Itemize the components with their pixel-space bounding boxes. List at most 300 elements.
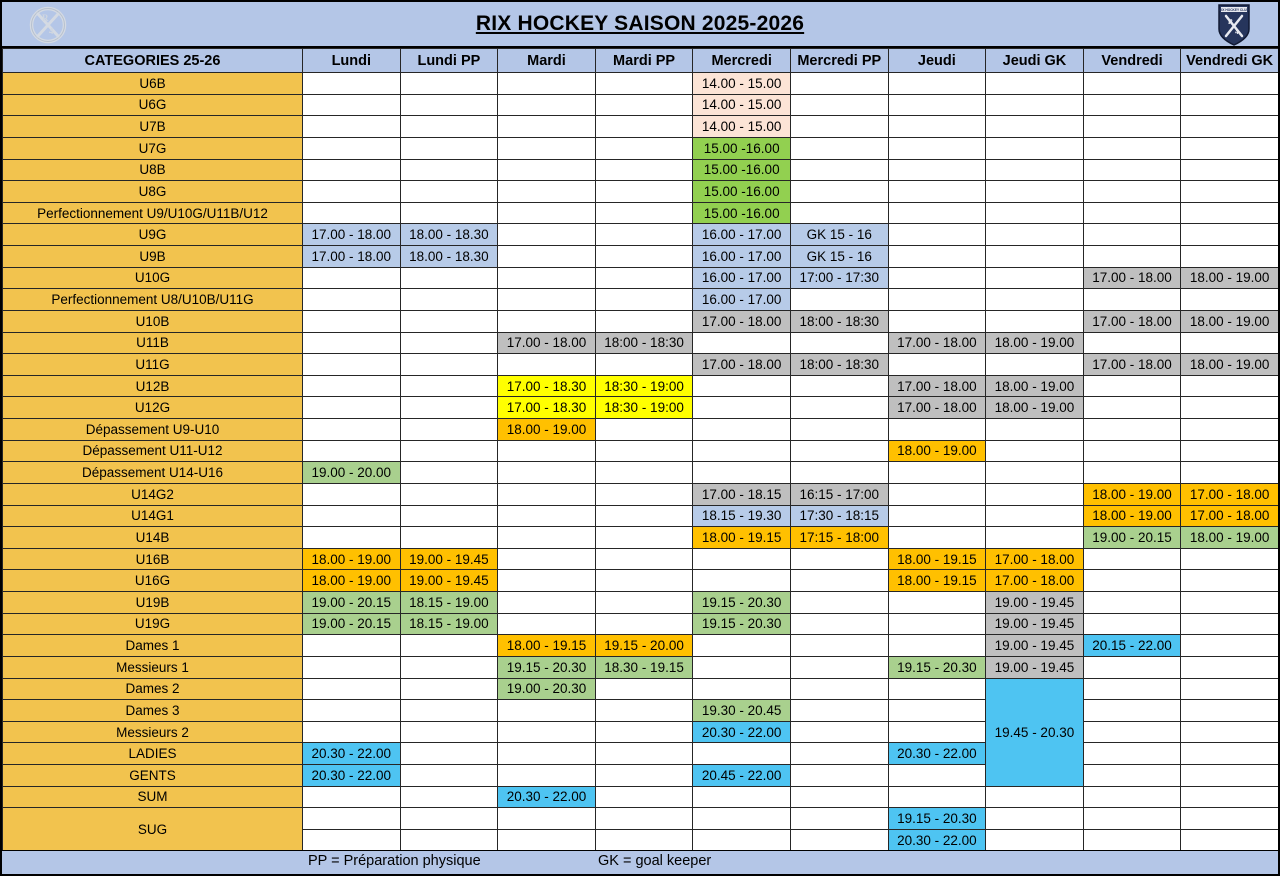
empty-cell [1181,419,1279,441]
empty-cell [303,94,401,116]
empty-cell [790,202,888,224]
schedule-cell: 17.00 - 18.00 [1083,267,1181,289]
table-row [3,505,1279,527]
empty-cell [986,246,1084,268]
empty-cell [400,786,498,808]
table-row [3,700,1279,722]
schedule-cell: 18.00 - 19.00 [986,332,1084,354]
empty-cell [595,462,693,484]
table-row [3,289,1279,311]
empty-cell [693,440,791,462]
empty-cell [693,635,791,657]
empty-cell [303,808,401,830]
empty-cell [303,656,401,678]
schedule-cell: 20.30 - 22.00 [693,721,791,743]
empty-cell [1181,332,1279,354]
empty-cell [790,743,888,765]
empty-cell [303,159,401,181]
schedule-cell: 15.00 -16.00 [693,202,791,224]
category-cell: Dames 2 [3,678,303,700]
empty-cell [303,310,401,332]
table-row [3,656,1279,678]
empty-cell [790,808,888,830]
empty-cell [595,310,693,332]
empty-cell [693,397,791,419]
svg-text:4: 4 [1235,28,1239,36]
empty-cell [888,678,986,700]
table-row [3,419,1279,441]
empty-cell [888,202,986,224]
empty-cell [498,613,596,635]
club-crest-shield-icon [1216,4,1252,46]
empty-cell [1083,73,1181,95]
category-cell: U14G1 [3,505,303,527]
empty-cell [790,570,888,592]
empty-cell [986,267,1084,289]
table-row [3,116,1279,138]
empty-cell [986,462,1084,484]
schedule-cell: 16.00 - 17.00 [693,289,791,311]
empty-cell [400,332,498,354]
empty-cell [888,116,986,138]
empty-cell [498,440,596,462]
schedule-cell: 17.00 - 18.00 [498,332,596,354]
empty-cell [790,548,888,570]
empty-cell [790,592,888,614]
schedule-table [2,48,1279,852]
empty-cell [1083,592,1181,614]
schedule-cell: 19.15 - 20.00 [595,635,693,657]
empty-cell [400,505,498,527]
empty-cell [986,310,1084,332]
empty-cell [986,289,1084,311]
schedule-cell: 17.00 - 18.00 [1083,310,1181,332]
table-row [3,462,1279,484]
empty-cell [693,678,791,700]
empty-cell [790,73,888,95]
schedule-cell: 17:00 - 17:30 [790,267,888,289]
category-cell: SUM [3,786,303,808]
empty-cell [400,354,498,376]
empty-cell [400,635,498,657]
schedule-cell: 15.00 -16.00 [693,159,791,181]
schedule-cell: 18.00 - 19.00 [986,397,1084,419]
empty-cell [303,267,401,289]
day-column-header: Mercredi [693,49,791,73]
empty-cell [303,137,401,159]
empty-cell [595,267,693,289]
empty-cell [1083,462,1181,484]
category-cell: Perfectionnement U8/U10B/U11G [3,289,303,311]
table-row [3,440,1279,462]
table-row [3,310,1279,332]
empty-cell [400,440,498,462]
empty-cell [595,246,693,268]
table-row [3,786,1279,808]
empty-cell [595,73,693,95]
schedule-cell: 19.15 - 20.30 [498,656,596,678]
category-cell: SUG [3,808,303,852]
empty-cell [888,505,986,527]
empty-cell [303,397,401,419]
empty-cell [498,354,596,376]
empty-cell [693,743,791,765]
empty-cell [303,332,401,354]
schedule-cell: 19.15 - 20.30 [693,592,791,614]
empty-cell [986,829,1084,851]
schedule-cell: 18.00 - 19.00 [1181,310,1279,332]
schedule-cell: 18.00 - 19.15 [888,570,986,592]
empty-cell [1181,440,1279,462]
categories-column-header: CATEGORIES 25-26 [3,49,303,73]
empty-cell [986,808,1084,830]
empty-cell [595,224,693,246]
empty-cell [888,137,986,159]
empty-cell [790,397,888,419]
schedule-cell: 18.00 - 19.00 [498,419,596,441]
empty-cell [303,419,401,441]
schedule-cell: 17.00 - 18.00 [1083,354,1181,376]
empty-cell [303,202,401,224]
table-row [3,375,1279,397]
schedule-cell: 18:30 - 19:00 [595,397,693,419]
empty-cell [400,116,498,138]
schedule-cell: 17.00 - 18.30 [498,397,596,419]
empty-cell [888,159,986,181]
schedule-cell: 17.00 - 18.00 [986,548,1084,570]
empty-cell [303,635,401,657]
empty-cell [303,483,401,505]
category-cell: Dépassement U11-U12 [3,440,303,462]
category-cell: U8B [3,159,303,181]
empty-cell [595,527,693,549]
empty-cell [888,73,986,95]
table-row [3,137,1279,159]
table-row [3,202,1279,224]
empty-cell [888,592,986,614]
legend-bar [2,850,1278,874]
schedule-cell: 18:00 - 18:30 [790,354,888,376]
empty-cell [888,527,986,549]
empty-cell [400,397,498,419]
empty-cell [400,829,498,851]
schedule-cell: 19.00 - 19.45 [986,613,1084,635]
empty-cell [790,440,888,462]
empty-cell [498,700,596,722]
table-row [3,635,1279,657]
empty-cell [303,829,401,851]
empty-cell [693,808,791,830]
schedule-cell: 18:30 - 19:00 [595,375,693,397]
empty-cell [498,202,596,224]
empty-cell [693,786,791,808]
schedule-cell: 19.00 - 20.00 [303,462,401,484]
empty-cell [1181,202,1279,224]
schedule-cell: 17:30 - 18:15 [790,505,888,527]
category-cell: U16G [3,570,303,592]
schedule-cell: 18.00 - 19.15 [498,635,596,657]
schedule-cell: 20.30 - 22.00 [303,743,401,765]
empty-cell [303,700,401,722]
empty-cell [1083,397,1181,419]
schedule-cell: 19.00 - 19.45 [400,548,498,570]
empty-cell [693,375,791,397]
schedule-cell: 17.00 - 18.00 [888,375,986,397]
svg-text:R: R [42,13,49,23]
empty-cell [888,289,986,311]
empty-cell [498,721,596,743]
empty-cell [986,94,1084,116]
schedule-cell: 19.30 - 20.45 [693,700,791,722]
empty-cell [1083,116,1181,138]
empty-cell [986,116,1084,138]
day-column-header: Lundi [303,49,401,73]
day-column-header: Lundi PP [400,49,498,73]
table-row [3,743,1279,765]
table-row [3,267,1279,289]
empty-cell [595,202,693,224]
day-column-header: Jeudi GK [986,49,1084,73]
empty-cell [1181,678,1279,700]
table-row [3,246,1279,268]
empty-cell [498,570,596,592]
schedule-cell: 19.45 - 20.30 [986,678,1084,786]
empty-cell [1083,137,1181,159]
empty-cell [400,73,498,95]
empty-cell [693,548,791,570]
legend-pp: PP = Préparation physique [308,853,481,869]
schedule-cell: 20.15 - 22.00 [1083,635,1181,657]
schedule-cell: 19.15 - 20.30 [888,808,986,830]
empty-cell [1181,570,1279,592]
empty-cell [986,137,1084,159]
title-bar [2,2,1278,48]
schedule-cell: 18:00 - 18:30 [595,332,693,354]
empty-cell [1181,375,1279,397]
schedule-cell: 17.00 - 18.00 [1181,483,1279,505]
schedule-cell: 18.00 - 19.00 [303,548,401,570]
empty-cell [790,721,888,743]
schedule-cell: 19.00 - 19.45 [986,592,1084,614]
header-row [3,49,1279,73]
empty-cell [400,700,498,722]
empty-cell [303,289,401,311]
empty-cell [790,94,888,116]
empty-cell [1083,678,1181,700]
table-row [3,397,1279,419]
legend-gk: GK = goal keeper [598,853,712,869]
empty-cell [400,483,498,505]
empty-cell [303,721,401,743]
schedule-cell: 16.00 - 17.00 [693,267,791,289]
empty-cell [303,678,401,700]
table-row [3,721,1279,743]
table-row [3,678,1279,700]
empty-cell [986,354,1084,376]
empty-cell [303,375,401,397]
schedule-cell: 17.00 - 18.15 [693,483,791,505]
category-cell: U12G [3,397,303,419]
category-cell: Dépassement U14-U16 [3,462,303,484]
empty-cell [790,829,888,851]
empty-cell [1083,548,1181,570]
empty-cell [888,700,986,722]
empty-cell [790,678,888,700]
empty-cell [790,635,888,657]
empty-cell [595,548,693,570]
schedule-cell: 14.00 - 15.00 [693,73,791,95]
empty-cell [595,700,693,722]
empty-cell [888,354,986,376]
schedule-cell: 18.00 - 19.00 [303,570,401,592]
empty-cell [1181,700,1279,722]
schedule-cell: 19.00 - 19.45 [986,656,1084,678]
schedule-cell: 19.00 - 19.45 [400,570,498,592]
empty-cell [595,570,693,592]
empty-cell [400,310,498,332]
schedule-cell: 16.00 - 17.00 [693,246,791,268]
empty-cell [498,137,596,159]
category-cell: Messieurs 1 [3,656,303,678]
empty-cell [790,137,888,159]
empty-cell [498,224,596,246]
empty-cell [400,527,498,549]
category-cell: U11G [3,354,303,376]
schedule-cell: 18.15 - 19.30 [693,505,791,527]
empty-cell [1181,808,1279,830]
empty-cell [498,267,596,289]
schedule-cell: 19.00 - 20.30 [498,678,596,700]
empty-cell [790,765,888,787]
empty-cell [595,808,693,830]
svg-text:R: R [1228,18,1234,26]
empty-cell [986,202,1084,224]
empty-cell [400,743,498,765]
empty-cell [400,202,498,224]
schedule-cell: 17:15 - 18:00 [790,527,888,549]
empty-cell [595,289,693,311]
empty-cell [303,181,401,203]
table-row [3,613,1279,635]
empty-cell [400,656,498,678]
empty-cell [1181,224,1279,246]
empty-cell [1083,786,1181,808]
empty-cell [498,289,596,311]
category-cell: Dames 3 [3,700,303,722]
category-cell: U10B [3,310,303,332]
empty-cell [790,462,888,484]
empty-cell [498,765,596,787]
category-cell: LADIES [3,743,303,765]
schedule-cell: 17.00 - 18.00 [888,332,986,354]
empty-cell [790,656,888,678]
empty-cell [693,332,791,354]
crest-text: RIX HOCKEY CLUB [1219,8,1249,12]
schedule-cell: 18.00 - 18.30 [400,246,498,268]
empty-cell [693,570,791,592]
empty-cell [1181,635,1279,657]
empty-cell [986,159,1084,181]
schedule-cell: 18.00 - 19.00 [1181,527,1279,549]
schedule-cell: 16:15 - 17:00 [790,483,888,505]
schedule-cell: 17.00 - 18.00 [693,310,791,332]
schedule-cell: 17.00 - 18.00 [888,397,986,419]
empty-cell [693,462,791,484]
empty-cell [498,829,596,851]
empty-cell [400,267,498,289]
empty-cell [400,181,498,203]
empty-cell [1181,592,1279,614]
empty-cell [498,159,596,181]
empty-cell [1181,116,1279,138]
empty-cell [1181,246,1279,268]
empty-cell [986,181,1084,203]
empty-cell [888,419,986,441]
empty-cell [1181,656,1279,678]
empty-cell [595,592,693,614]
empty-cell [888,462,986,484]
empty-cell [303,527,401,549]
schedule-cell: 19.00 - 20.15 [1083,527,1181,549]
category-cell: U8G [3,181,303,203]
empty-cell [400,137,498,159]
empty-cell [595,765,693,787]
table-row [3,527,1279,549]
empty-cell [498,310,596,332]
empty-cell [1083,765,1181,787]
empty-cell [498,527,596,549]
empty-cell [986,73,1084,95]
empty-cell [693,829,791,851]
empty-cell [888,483,986,505]
category-cell: U10G [3,267,303,289]
empty-cell [1181,613,1279,635]
empty-cell [790,289,888,311]
schedule-cell: 18.15 - 19.00 [400,613,498,635]
empty-cell [1181,94,1279,116]
empty-cell [790,786,888,808]
empty-cell [400,94,498,116]
empty-cell [400,375,498,397]
empty-cell [1083,419,1181,441]
empty-cell [790,332,888,354]
schedule-cell: 18:00 - 18:30 [790,310,888,332]
empty-cell [1181,181,1279,203]
schedule-cell: 17.00 - 18.00 [303,224,401,246]
empty-cell [595,137,693,159]
empty-cell [1181,137,1279,159]
category-cell: U7B [3,116,303,138]
empty-cell [595,721,693,743]
table-row [3,592,1279,614]
schedule-cell: 18.00 - 19.00 [1181,354,1279,376]
category-cell: U6G [3,94,303,116]
schedule-cell: 18.00 - 19.00 [888,440,986,462]
table-row [3,224,1279,246]
category-cell: Dépassement U9-U10 [3,419,303,441]
empty-cell [1083,721,1181,743]
empty-cell [498,246,596,268]
empty-cell [498,743,596,765]
category-cell: Perfectionnement U9/U10G/U11B/U12 [3,202,303,224]
table-row [3,73,1279,95]
schedule-cell: GK 15 - 16 [790,224,888,246]
empty-cell [498,505,596,527]
table-row [3,808,1279,830]
empty-cell [595,743,693,765]
category-cell: U19G [3,613,303,635]
schedule-cell: 18.15 - 19.00 [400,592,498,614]
